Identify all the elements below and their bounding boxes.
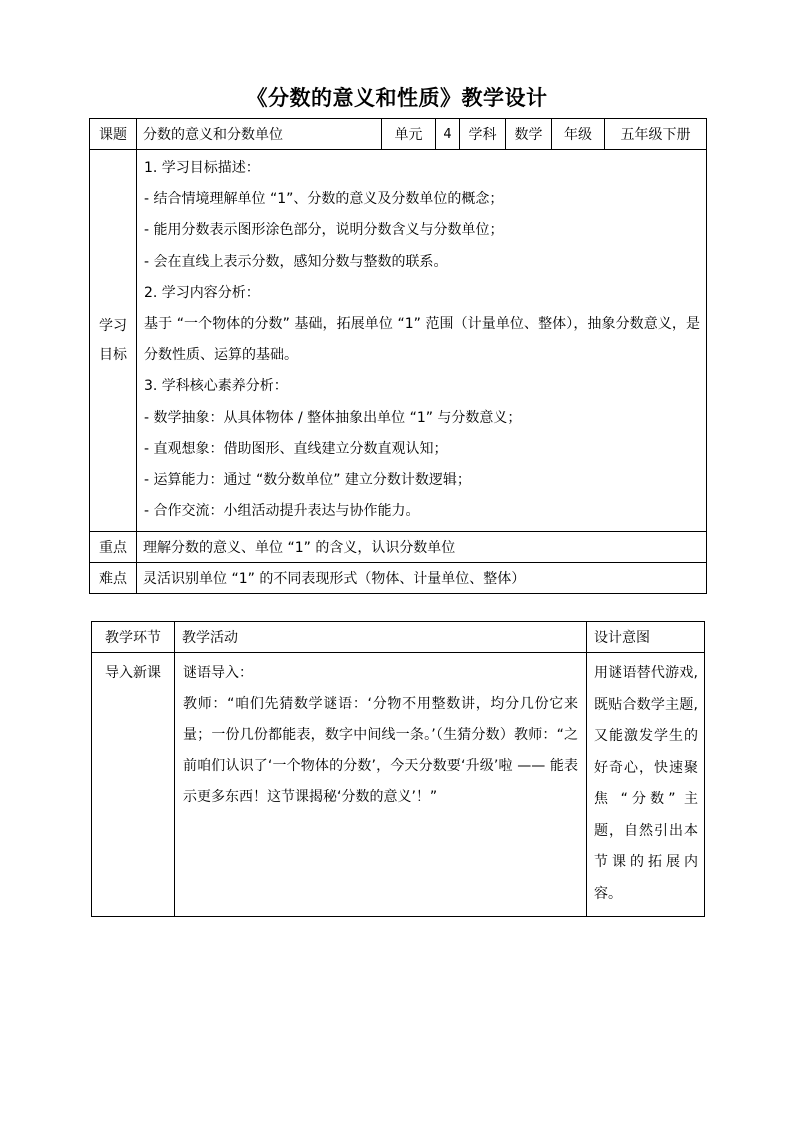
objectives-content [137,150,707,532]
subject-value: 数学 [506,119,552,150]
objective-line: 1. 学习目标描述： [144,160,260,176]
key-point-text: 理解分数的意义、单位 “1” 的含义，认识分数单位 [137,532,707,563]
activity-text: 教师：“咱们先猜数学谜语：‘分物不用整数讲，均分几份它来量；一份几份都能表，数字中间线一条。’（生猜分数）教师：“之前咱们认识了‘一个物体的分数’，今天分数要‘升级’啦 —— 能表示更多东西！这节课揭秘‘分数的意义’！” [183,696,578,805]
header-activity: 教学活动 [175,622,587,653]
objectives-label [90,150,137,532]
objectives-label-line2: 目标 [99,346,127,363]
unit-value: 4 [436,119,460,150]
objective-line: 2. 学习内容分析： [144,284,260,301]
grade-label: 年级 [552,119,605,150]
objective-line: - 运算能力：通过 “数分数单位” 建立分数计数逻辑； [144,472,471,489]
topic-label: 课题 [90,119,137,150]
document-title: 《分数的意义和性质》教学设计 [246,86,548,110]
activity-heading: 谜语导入： [183,665,253,681]
course-info-table [89,118,707,594]
teaching-process-table [91,621,705,917]
process-header-row [92,622,705,653]
objective-line: 3. 学科核心素养分析： [144,378,288,395]
design-intent: 用谜语替代游戏,既贴合数学主题,又能激发学生的好奇心，快速聚焦 “分数” 主题，自然引出本节课的拓展内容。 [587,653,705,917]
difficulty-row [90,563,707,594]
objective-line: - 数学抽象：从具体物体 / 整体抽象出单位 “1” 与分数意义； [144,409,522,426]
subject-label: 学科 [460,119,506,150]
stage-name: 导入新课 [92,653,175,917]
objective-line: - 结合情境理解单位 “1”、分数的意义及分数单位的概念； [144,191,504,208]
unit-label: 单元 [382,119,436,150]
process-row [92,653,705,917]
grade-value: 五年级下册 [605,119,707,150]
activity-cell [175,653,587,917]
header-stage: 教学环节 [92,622,175,653]
topic-value: 分数的意义和分数单位 [137,119,382,150]
course-info-row [90,119,707,150]
objective-line: - 能用分数表示图形涂色部分，说明分数含义与分数单位； [144,222,504,239]
objective-line: - 合作交流：小组活动提升表达与协作能力。 [144,503,420,520]
objectives-row [90,150,707,532]
objective-line: - 直观想象：借助图形、直线建立分数直观认知； [144,440,448,457]
key-point-label: 重点 [90,532,137,563]
header-intent: 设计意图 [587,622,705,653]
difficulty-text: 灵活识别单位 “1” 的不同表现形式（物体、计量单位、整体） [137,563,707,594]
key-point-row [90,532,707,563]
objective-line: 基于 “一个物体的分数” 基础，拓展单位 “1” 范围（计量单位、整体），抽象分数意义，是分数性质、运算的基础。 [144,316,700,364]
objective-line: - 会在直线上表示分数，感知分数与整数的联系。 [144,253,448,270]
difficulty-label: 难点 [90,563,137,594]
objectives-label-line1: 学习 [99,317,127,334]
